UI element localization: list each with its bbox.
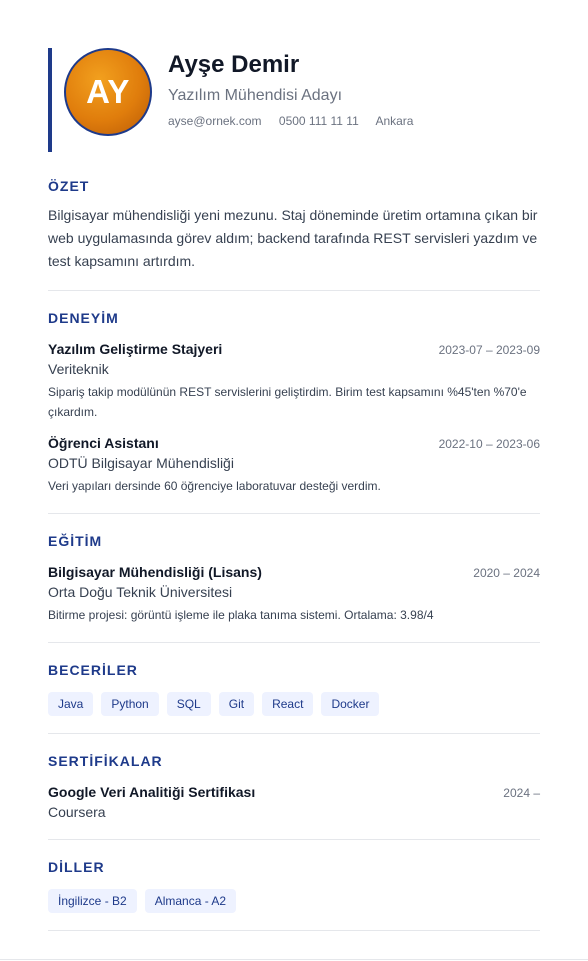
section-title-education: EĞİTİM xyxy=(48,533,103,549)
contact-info xyxy=(168,114,427,128)
certificates-section xyxy=(48,753,540,840)
skill-tag: Python xyxy=(101,692,158,716)
avatar xyxy=(64,48,152,136)
resume-page xyxy=(48,48,540,950)
entry-degree: Bilgisayar Mühendisliği (Lisans) xyxy=(48,564,262,580)
certificate-issuer: Coursera xyxy=(48,804,106,820)
education-entry xyxy=(48,563,540,625)
candidate-title: Yazılım Mühendisi Adayı xyxy=(168,87,343,104)
entry-organization: Veriteknik xyxy=(48,361,109,377)
contact-city: Ankara xyxy=(375,114,414,128)
avatar-initials: AY xyxy=(86,73,130,110)
skills-section xyxy=(48,662,540,734)
resume-header xyxy=(48,48,540,152)
entry-header xyxy=(48,340,540,358)
page-bottom-divider xyxy=(0,959,588,960)
education-section xyxy=(48,533,540,643)
entry-date: 2024 – xyxy=(503,786,540,800)
language-tag: İngilizce - B2 xyxy=(48,889,137,913)
skill-tag: Docker xyxy=(321,692,379,716)
section-title-experience: DENEYİM xyxy=(48,310,119,326)
skill-tag: Java xyxy=(48,692,93,716)
language-tag: Almanca - A2 xyxy=(145,889,236,913)
entry-description: Sipariş takip modülünün REST servislerini geliştirdim. Birim test kapsamını %45'ten %70'e çıkardım. xyxy=(48,385,527,419)
entry-description: Bitirme projesi: görüntü işleme ile plaka tanıma sistemi. Ortalama: 3.98/4 xyxy=(48,608,434,622)
entry-date: 2022-10 – 2023-06 xyxy=(438,437,540,451)
entry-header xyxy=(48,563,540,581)
entry-organization: ODTÜ Bilgisayar Mühendisliği xyxy=(48,455,234,471)
header-text xyxy=(168,50,427,128)
contact-phone: 0500 111 11 11 xyxy=(278,114,359,128)
skill-tag: React xyxy=(262,692,313,716)
section-title-languages: DİLLER xyxy=(48,859,105,875)
contact-email: ayse@ornek.com xyxy=(168,114,262,128)
skill-tag: SQL xyxy=(167,692,211,716)
entry-role: Yazılım Geliştirme Stajyeri xyxy=(48,341,223,357)
entry-header xyxy=(48,783,540,801)
section-title-certificates: SERTİFİKALAR xyxy=(48,753,163,769)
language-tags xyxy=(48,889,540,913)
section-title-skills: BECERİLER xyxy=(48,662,138,678)
skill-tag: Git xyxy=(219,692,254,716)
experience-entry xyxy=(48,434,540,496)
entry-date: 2023-07 – 2023-09 xyxy=(438,343,540,357)
entry-header xyxy=(48,434,540,452)
certificate-name: Google Veri Analitiği Sertifikası xyxy=(48,784,256,800)
certificate-entry xyxy=(48,783,540,822)
summary-section xyxy=(48,178,540,291)
experience-entry xyxy=(48,340,540,422)
entry-description: Veri yapıları dersinde 60 öğrenciye laboratuvar desteği verdim. xyxy=(48,479,381,493)
entry-role: Öğrenci Asistanı xyxy=(48,435,159,451)
skill-tags xyxy=(48,692,540,716)
entry-school: Orta Doğu Teknik Üniversitesi xyxy=(48,584,233,600)
entry-date: 2020 – 2024 xyxy=(473,566,540,580)
experience-section xyxy=(48,310,540,514)
languages-section xyxy=(48,859,540,931)
candidate-name: Ayşe Demir xyxy=(168,51,300,78)
summary-text: Bilgisayar mühendisliği yeni mezunu. Staj döneminde üretim ortamına çıkan bir web uygulamasında görev aldım; backend tarafında REST servisleri yazdım ve test kapsamını artırdım. xyxy=(48,207,538,269)
section-title-summary: ÖZET xyxy=(48,178,90,194)
